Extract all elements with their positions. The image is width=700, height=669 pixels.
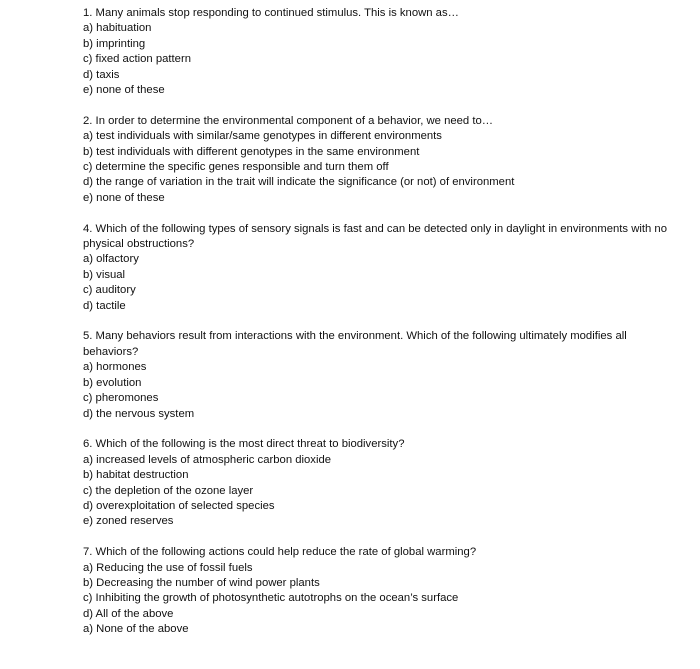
question-text: 1. Many animals stop responding to continued stimulus. This is known as…	[83, 7, 459, 19]
answer-option: d) taxis	[83, 68, 120, 81]
quiz-document	[83, 6, 683, 653]
answer-option: c) Inhibiting the growth of photosynthetic autotrophs on the ocean’s surface	[83, 592, 459, 605]
question-text: 2. In order to determine the environmental component of a behavior, we need to…	[83, 114, 494, 127]
question-text: 4. Which of the following types of sensory signals is fast and can be detected only in daylight in environments with no physical obstructions?	[83, 222, 667, 251]
answer-option: b) Decreasing the number of wind power plants	[83, 576, 320, 589]
question-1	[83, 6, 683, 98]
question-7	[83, 545, 683, 637]
answer-option: d) the nervous system	[83, 407, 195, 420]
answer-option: b) visual	[83, 268, 126, 281]
answer-option: e) zoned reserves	[83, 515, 174, 528]
question-2	[83, 114, 683, 206]
answer-option: c) the depletion of the ozone layer	[83, 484, 254, 497]
answer-option: d) All of the above	[83, 607, 174, 620]
answer-option: a) hormones	[83, 361, 147, 374]
answer-options	[83, 561, 683, 638]
answer-option: a) olfactory	[83, 253, 139, 266]
answer-option: d) overexploitation of selected species	[83, 499, 275, 512]
answer-options	[83, 21, 683, 98]
answer-option: c) pheromones	[83, 392, 159, 405]
answer-option: b) imprinting	[83, 37, 146, 50]
answer-option: a) test individuals with similar/same genotypes in different environments	[83, 130, 442, 143]
question-4	[83, 222, 683, 314]
question-text: 5. Many behaviors result from interactions with the environment. Which of the following ultimately modifies all behaviors?	[83, 330, 627, 358]
question-6	[83, 437, 683, 529]
answer-option: b) habitat destruction	[83, 469, 189, 482]
answer-option: a) increased levels of atmospheric carbon dioxide	[83, 453, 332, 466]
answer-option: b) evolution	[83, 376, 142, 389]
answer-options	[83, 129, 683, 206]
answer-option: d) tactile	[83, 299, 126, 312]
question-text: 7. Which of the following actions could help reduce the rate of global warming?	[83, 546, 477, 559]
answer-option: a) habituation	[83, 22, 152, 35]
question-5	[83, 329, 683, 421]
answer-option: e) none of these	[83, 84, 165, 97]
answer-options	[83, 360, 683, 422]
answer-option: a) Reducing the use of fossil fuels	[83, 561, 253, 574]
answer-option: b) test individuals with different genotypes in the same environment	[83, 145, 420, 158]
answer-option: d) the range of variation in the trait will indicate the significance (or not) of environment	[83, 176, 515, 189]
answer-option: c) fixed action pattern	[83, 53, 192, 66]
answer-option: c) auditory	[83, 284, 136, 297]
answer-option: e) none of these	[83, 191, 165, 204]
answer-option: c) determine the specific genes responsible and turn them off	[83, 161, 389, 174]
answer-options	[83, 252, 683, 314]
answer-option: a) None of the above	[83, 623, 189, 636]
answer-options	[83, 453, 683, 530]
question-text: 6. Which of the following is the most direct threat to biodiversity?	[83, 438, 405, 451]
